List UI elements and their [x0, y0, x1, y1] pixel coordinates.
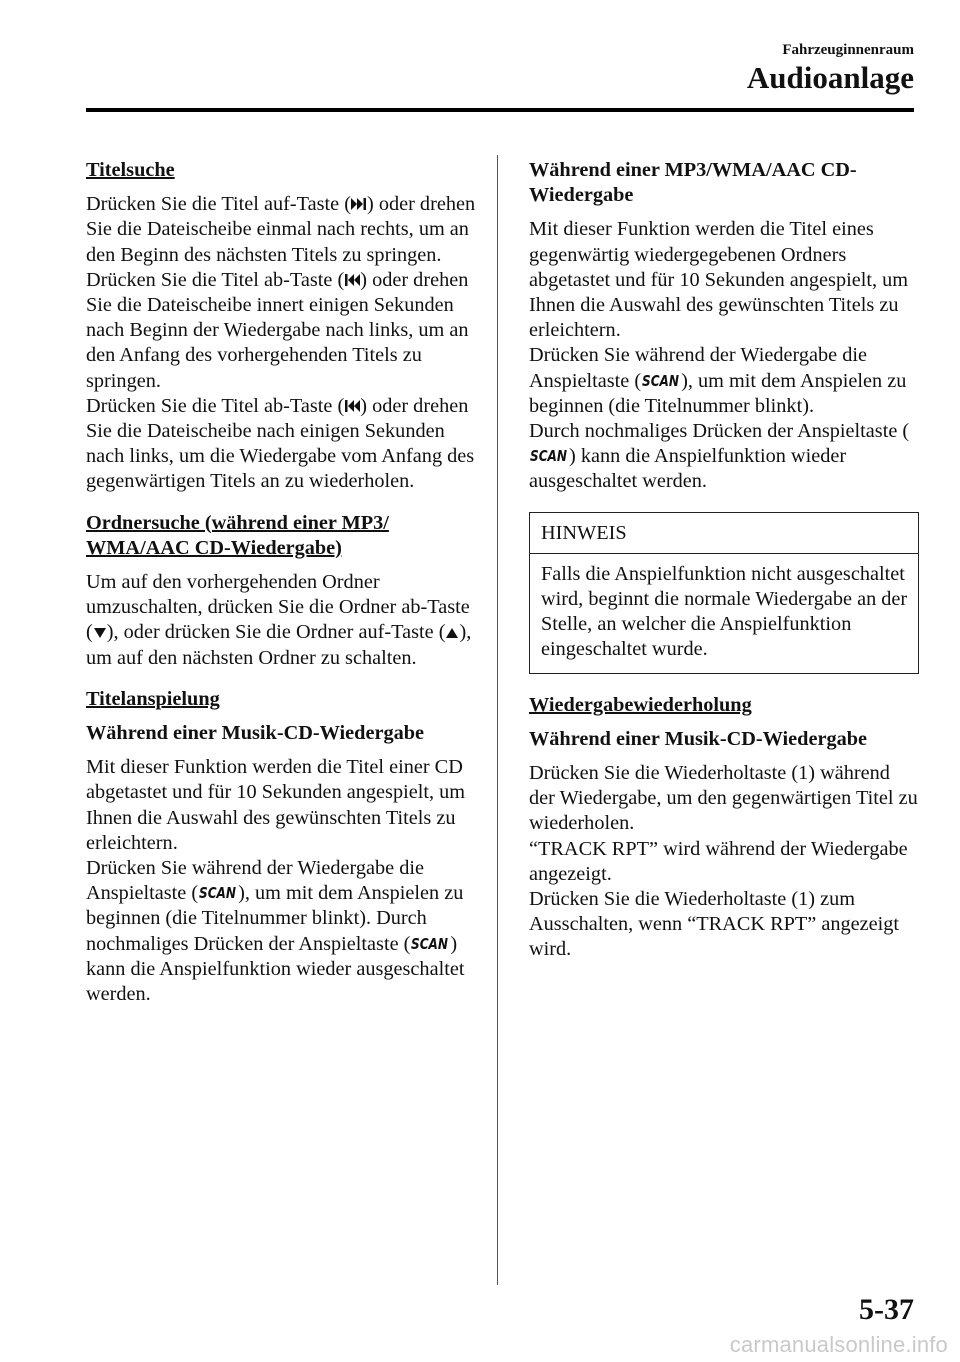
- note-box: [529, 512, 919, 674]
- scan-icon: [641, 372, 681, 388]
- svg-text:SCAN: SCAN: [199, 884, 237, 901]
- note-title: HINWEIS: [530, 513, 918, 554]
- heading-titelanspielung: Titelanspielung: [86, 687, 220, 710]
- svg-text:SCAN: SCAN: [642, 371, 680, 388]
- paragraph-ordnersuche: Um auf den vorhergehenden Ordner umzuschalten, drücken Sie die Ordner ab-Taste ( ), oder drücken Sie die Ordner auf-Taste ( ), um auf den nächsten Ordner zu schalten.: [86, 571, 472, 669]
- column-divider: [497, 155, 498, 1285]
- subheading-musik-cd: Während einer Musik-CD-Wiedergabe: [86, 722, 425, 745]
- subheading-musik-cd: Während einer Musik-CD-Wiedergabe: [529, 727, 868, 750]
- scan-icon: [529, 447, 569, 463]
- heading-wiedergabewiederholung: Wiedergabewiederholung: [529, 693, 752, 716]
- subheading-mp3: Während einer MP3/WMA/AAC CD-Wiedergabe: [529, 159, 857, 207]
- paragraph-wiederholung: Drücken Sie die Wiederholtaste (1) während der Wiedergabe, um den gegenwärtigen Titel zu wiederholen. “TRACK RPT” wird während der Wiedergabe angezeigt. Drücken Sie die Wiederholtaste (1) zum Ausschalten, wenn “TRACK RPT” angezeigt wird.: [529, 762, 918, 961]
- watermark[interactable]: carmanualsonline.info: [729, 1332, 948, 1357]
- track-up-icon: [351, 197, 367, 211]
- header-title: Audioanlage: [746, 60, 914, 95]
- header-rule: [86, 108, 914, 112]
- svg-text:SCAN: SCAN: [411, 934, 449, 951]
- paragraph-titelanspielung: Mit dieser Funktion werden die Titel einer CD abgetastet und für 10 Sekunden angespielt, um Ihnen die Auswahl des gewünschten Titels zu erleichtern. Drücken Sie während der Wiedergabe die Anspieltaste ( SCAN ), um mit dem Anspielen zu beginnen (die Titelnummer blinkt). Durch nochmaliges Drücken der Anspieltaste ( SCAN ) kann die Anspielfunktion wieder ausgeschaltet werden.: [86, 756, 466, 1006]
- track-down-icon: [344, 399, 360, 413]
- right-column: [529, 158, 919, 972]
- heading-titelsuche: Titelsuche: [86, 159, 175, 181]
- paragraph-mp3-anspielung: Mit dieser Funktion werden die Titel eines gegenwärtig wiedergegebenen Ordners abgetastet und für 10 Sekunden angespielt, um Ihnen die Auswahl des gewünschten Titels zu erleichtern. Drücken Sie während der Wiedergabe die Anspieltaste ( SCAN ), um mit dem Anspielen zu beginnen (die Titelnummer blinkt). Durch nochmaliges Drücken der Anspieltaste ( SCAN ) kann die Anspielfunktion wieder ausgeschaltet werden.: [529, 218, 910, 493]
- svg-text:SCAN: SCAN: [530, 447, 568, 464]
- track-down-icon: [344, 273, 360, 287]
- header-section: Fahrzeuginnenraum: [782, 42, 914, 58]
- scan-icon: [410, 935, 450, 951]
- left-column: [86, 158, 478, 1016]
- scan-icon: [198, 884, 238, 900]
- paragraph-titelsuche: Drücken Sie die Titel auf-Taste ( ) oder drehen Sie die Dateischeibe einmal nach rechts, um an den Beginn des nächsten Titels zu springen. Drücken Sie die Titel ab-Taste ( ) oder drehen Sie die Dateischeibe innert einigen Sekunden nach Beginn der Wiedergabe nach links, um an den Anfang des vorhergehenden Titels zu springen. Drücken Sie die Titel ab-Taste ( ) oder drehen Sie die Dateischeibe nach einigen Sekunden nach links, um die Wiedergabe vom Anfang des gegenwärtigen Titels an zu wiederholen.: [86, 193, 476, 493]
- note-body: Falls die Anspielfunktion nicht ausgeschaltet wird, beginnt die normale Wiedergabe an der Stelle, an welcher die Anspielfunktion eingeschaltet wurde.: [541, 562, 908, 661]
- triangle-down-icon: [93, 627, 107, 639]
- page-number: 5-37: [859, 1293, 914, 1326]
- heading-ordnersuche: Ordnersuche (während einer MP3/ WMA/AAC CD-Wiedergabe): [86, 511, 389, 559]
- triangle-up-icon: [445, 627, 459, 639]
